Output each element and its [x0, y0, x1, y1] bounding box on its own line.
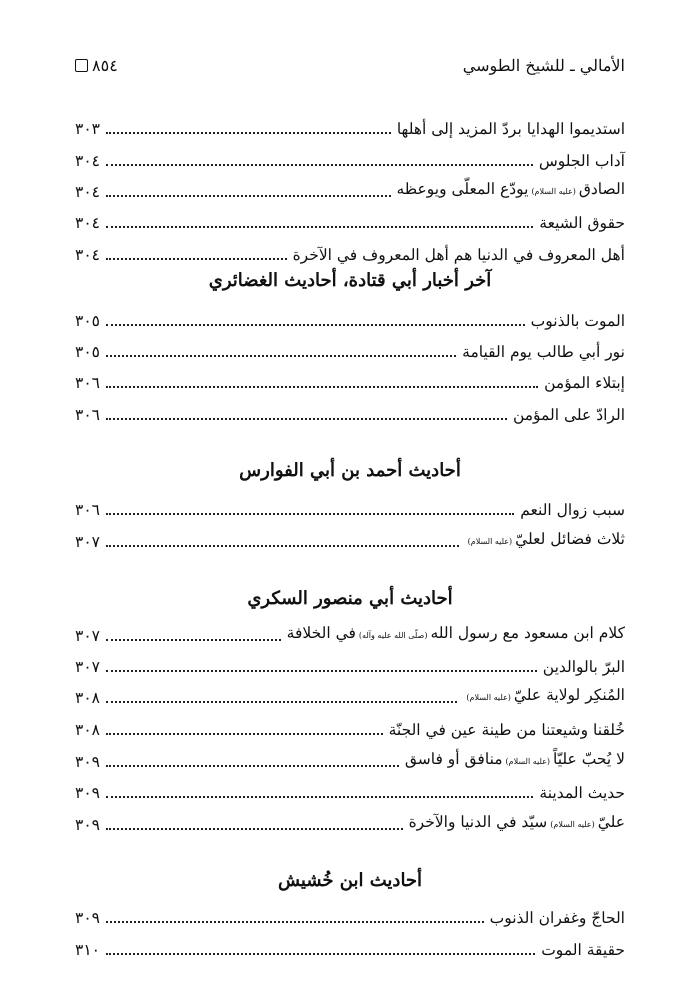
- entry-page-number: ٣١٠: [75, 941, 100, 959]
- entry-text-continued: في الخلافة: [286, 624, 356, 642]
- toc-entry[interactable]: [75, 497, 625, 521]
- entry-title: [397, 118, 625, 140]
- dot-leader: [106, 323, 525, 326]
- entry-page-number: ٣٠٤: [75, 152, 100, 170]
- honorific: (عليه السلام): [531, 187, 576, 196]
- entry-title: [531, 310, 625, 332]
- entry-text: استديموا الهدايا بردّ المزيد إلى أهلها: [396, 120, 625, 138]
- entry-title: [409, 811, 625, 836]
- toc-entry[interactable]: [75, 339, 625, 363]
- entry-page-number: ٣٠٧: [75, 627, 100, 645]
- dot-leader: [106, 417, 507, 420]
- toc-entry[interactable]: [75, 308, 625, 332]
- entry-page-number: ٣٠٧: [75, 533, 100, 551]
- dot-leader: [106, 163, 533, 166]
- toc-entry[interactable]: [75, 148, 625, 172]
- entry-title: [462, 341, 625, 363]
- dot-leader: [106, 795, 533, 798]
- entry-page-number: ٣٠٣: [75, 120, 100, 138]
- toc-entry[interactable]: [75, 242, 625, 266]
- dot-leader: [106, 385, 538, 388]
- entry-title: [490, 907, 625, 929]
- entry-text: الموت بالذنوب: [530, 312, 625, 330]
- running-header: [75, 56, 625, 82]
- section-heading: أحاديث ابن خُشيش: [277, 870, 423, 891]
- entry-title: [513, 404, 625, 426]
- entry-text: نور أبي طالب يوم القيامة: [462, 343, 625, 361]
- honorific: (عليه السلام): [466, 693, 511, 702]
- honorific: (عليه السلام): [550, 820, 595, 829]
- entry-text: حديث المدينة: [539, 784, 625, 802]
- entry-page-number: ٣٠٨: [75, 689, 100, 707]
- square-ornament-icon: [75, 59, 88, 72]
- entry-title: [465, 528, 625, 553]
- entry-text: الرادّ على المؤمن: [512, 406, 625, 424]
- toc-entry[interactable]: [75, 623, 625, 647]
- dot-leader: [106, 544, 459, 547]
- toc-entry[interactable]: [75, 905, 625, 929]
- toc-entry[interactable]: [75, 370, 625, 394]
- honorific: (عليه السلام): [467, 537, 513, 546]
- dot-leader: [106, 512, 514, 515]
- entry-text: الصادق: [578, 180, 625, 198]
- entry-title: [463, 684, 625, 709]
- entry-title: [405, 748, 625, 773]
- dot-leader: [106, 920, 484, 923]
- honorific: (صلّى الله عليه وآله): [358, 631, 428, 640]
- entry-page-number: ٣٠٤: [75, 183, 100, 201]
- entry-text: آداب الجلوس: [538, 152, 625, 170]
- entry-page-number: ٣٠٤: [75, 246, 100, 264]
- entry-title: [389, 719, 625, 741]
- dot-leader: [106, 827, 403, 830]
- entry-title: [539, 782, 625, 804]
- dot-leader: [106, 764, 399, 767]
- entry-title: [539, 150, 625, 172]
- book-title: الأمالي ـ للشيخ الطوسي: [462, 56, 625, 75]
- entry-text-continued: سيّد في الدنيا والآخرة: [408, 813, 548, 831]
- toc-entry[interactable]: [75, 717, 625, 741]
- entry-title: [539, 212, 625, 234]
- toc-entry[interactable]: [75, 210, 625, 234]
- entry-text: إبتلاء المؤمن: [544, 374, 625, 392]
- entry-title: [397, 178, 626, 203]
- entry-page-number: ٣٠٩: [75, 753, 100, 771]
- toc-entry[interactable]: [75, 116, 625, 140]
- entry-text: البرّ بالوالدين: [542, 658, 625, 676]
- entry-text: كلام ابن مسعود مع رسول الله: [430, 624, 625, 642]
- toc-entry[interactable]: [75, 749, 625, 773]
- entry-text-continued: يودّع المعلّى ويوعظه: [396, 180, 529, 198]
- entry-page-number: ٣٠٧: [75, 658, 100, 676]
- entry-page-number: ٣٠٥: [75, 312, 100, 330]
- dot-leader: [106, 638, 281, 641]
- toc-entry[interactable]: [75, 179, 625, 203]
- dot-leader: [106, 131, 391, 134]
- entry-page-number: ٣٠٦: [75, 374, 100, 392]
- entry-text: لا يُحبّ عليّاً: [552, 750, 625, 768]
- entry-text: الحاجّ وغفران الذنوب: [489, 909, 625, 927]
- dot-leader: [106, 952, 535, 955]
- entry-text: ثلاث فضائل لعليّ: [515, 530, 625, 548]
- section-heading: أحاديث أبي منصور السكري: [247, 588, 453, 609]
- toc-entry[interactable]: [75, 812, 625, 836]
- entry-text: حقيقة الموت: [541, 941, 625, 959]
- dot-leader: [106, 354, 456, 357]
- dot-leader: [106, 669, 537, 672]
- entry-text: المُنكِر لولاية عليّ: [513, 686, 625, 704]
- entry-title: [541, 939, 625, 961]
- section-heading: أحاديث أحمد بن أبي الفوارس: [239, 460, 461, 481]
- entry-text: أهل المعروف في الدنيا هم أهل المعروف في الآخرة: [292, 246, 625, 264]
- toc-entry[interactable]: [75, 402, 625, 426]
- dot-leader: [106, 225, 533, 228]
- entry-page-number: ٣٠٩: [75, 784, 100, 802]
- dot-leader: [106, 257, 287, 260]
- entry-page-number: ٣٠٩: [75, 816, 100, 834]
- entry-title: [544, 372, 625, 394]
- entry-page-number: ٣٠٨: [75, 721, 100, 739]
- dot-leader: [106, 732, 383, 735]
- entry-page-number: ٣٠٥: [75, 343, 100, 361]
- entry-page-number: ٣٠٤: [75, 214, 100, 232]
- entry-text: خُلقنا وشيعتنا من طينة عين في الجنّة: [388, 721, 625, 739]
- entry-page-number: ٣٠٩: [75, 909, 100, 927]
- toc-entry[interactable]: [75, 529, 625, 553]
- page-number-block: [75, 56, 118, 75]
- entry-title: [293, 244, 625, 266]
- entry-title: [543, 656, 625, 678]
- entry-text-continued: منافق أو فاسق: [404, 750, 503, 768]
- toc-entry[interactable]: [75, 780, 625, 804]
- honorific: (عليه السلام): [505, 757, 550, 766]
- entry-text: عليّ: [597, 813, 625, 831]
- entry-text: حقوق الشيعة: [539, 214, 625, 232]
- dot-leader: [106, 700, 457, 703]
- entry-text: سبب زوال النعم: [520, 501, 625, 519]
- toc-entry[interactable]: [75, 937, 625, 961]
- entry-page-number: ٣٠٦: [75, 406, 100, 424]
- entry-title: [287, 622, 625, 647]
- entry-title: [520, 499, 625, 521]
- toc-entry[interactable]: [75, 654, 625, 678]
- page-number: ٨٥٤: [92, 56, 118, 75]
- section-heading: آخر أخبار أبي قتادة، أحاديث الغضائري: [208, 270, 492, 291]
- toc-entry[interactable]: [75, 685, 625, 709]
- dot-leader: [106, 194, 391, 197]
- entry-page-number: ٣٠٦: [75, 501, 100, 519]
